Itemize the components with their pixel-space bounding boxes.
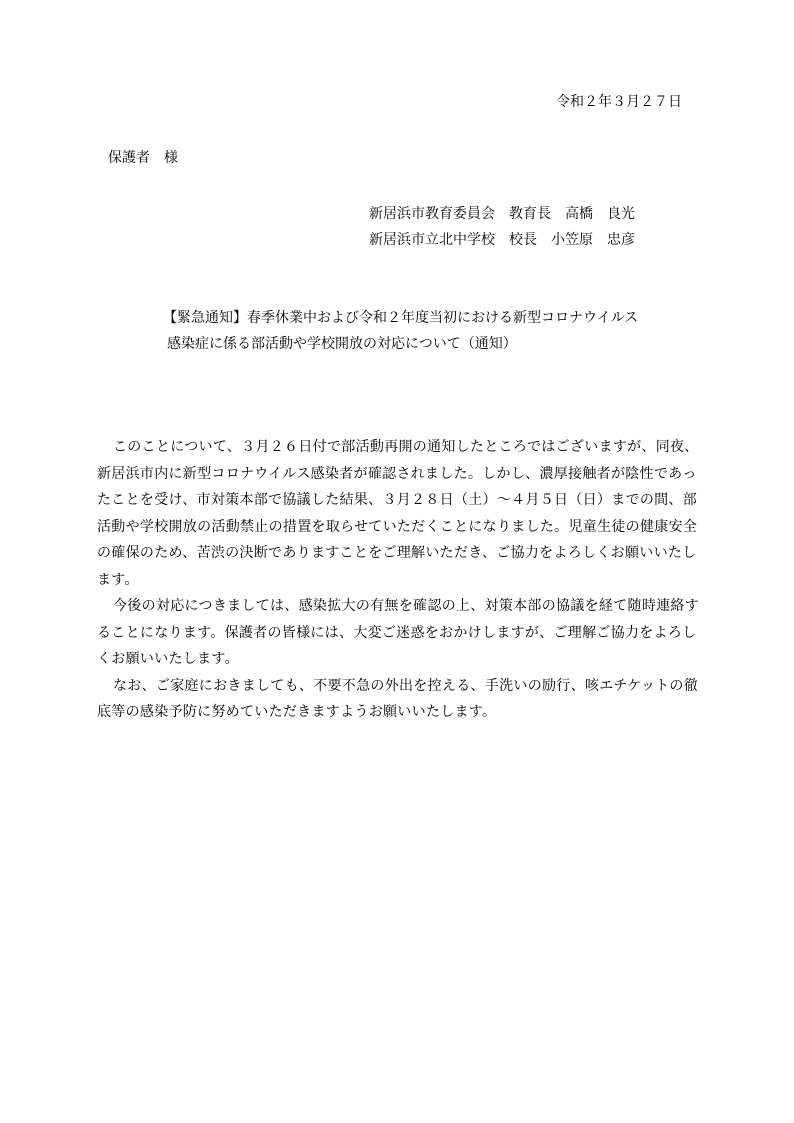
body-paragraph: このことについて、３月２６日付で部活動再開の通知したところではございますが、同夜、新居浜市内に新型コロナウイルス感染者が確認されました。しかし、濃厚接触者が陰性であったことを受け、市対策本部で協議した結果、３月２８日（土）～４月５日（日）までの間、部活動や学校開放の活動禁止の措置を取らせていただくことになりました。児童生徒の健康安全の確保のため、苦渋の決断でありますことをご理解いただき、ご協力をよろしくお願いいたします。 [97,439,699,588]
sender-block [369,201,635,253]
body-paragraph: 今後の対応につきましては、感染拡大の有無を確認の上、対策本部の協議を経て随時連絡することになります。保護者の皆様には、大変ご迷惑をおかけしますが、ご理解ご協力をよろしくお願いいたします。 [97,598,700,667]
recipient-line: 保護者 様 [108,150,178,166]
notice-title [163,305,638,357]
notice-body [97,434,703,726]
notice-title-line-1: 【緊急通知】春季休業中および令和２年度当初における新型コロナウイルス [163,310,639,326]
notice-title-line-2: 感染症に係る部活動や学校開放の対応について（通知） [167,336,517,352]
sender-board-of-education: 新居浜市教育委員会 教育長 高橋 良光 [369,206,635,222]
document-date: 令和２年３月２７日 [556,94,682,110]
body-paragraph: なお、ご家庭におきましても、不要不急の外出を控える、手洗いの励行、咳エチケットの徹底等の感染予防に努めていただきますようお願いいたします。 [97,677,699,720]
sender-school-principal: 新居浜市立北中学校 校長 小笠原 忠彦 [369,232,635,248]
